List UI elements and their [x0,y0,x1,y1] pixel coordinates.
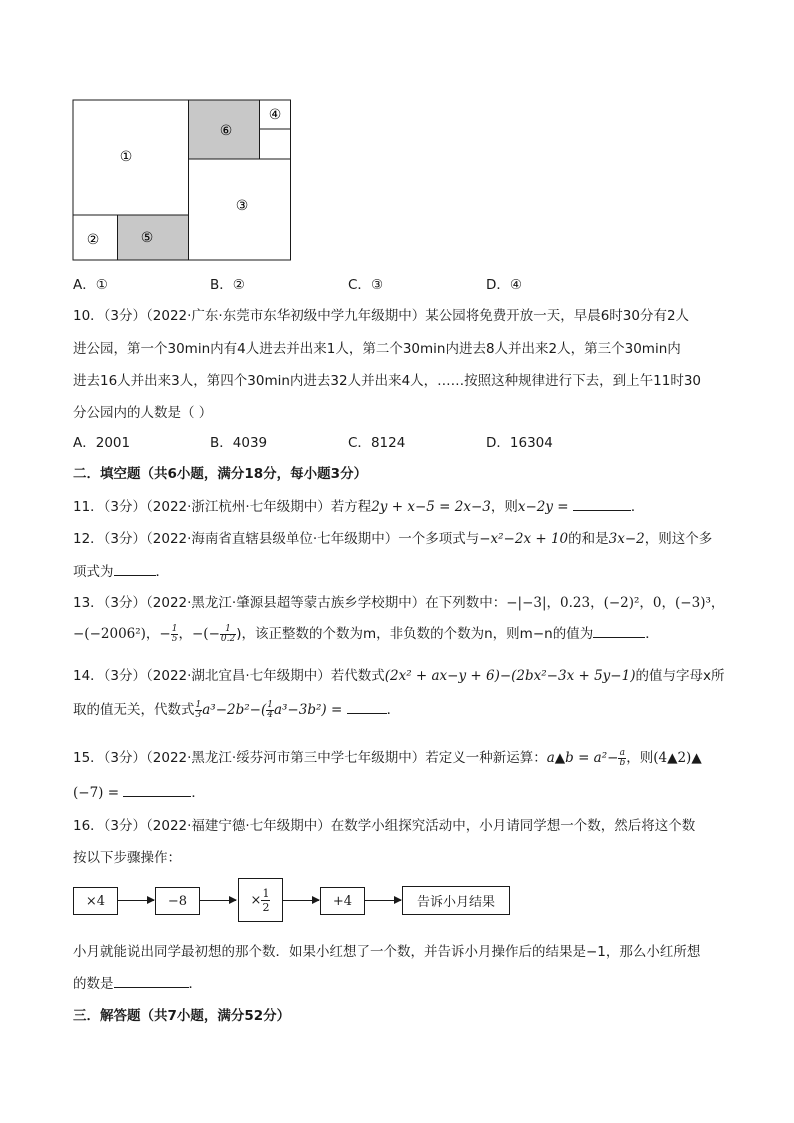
label-3: ③ [235,198,249,214]
q13-fraction-2 [220,625,236,644]
q15-line-1 [73,746,702,768]
step-label: −8 [167,893,188,909]
q16-answer-blank[interactable] [114,973,189,988]
q15-line-2 [73,781,205,801]
q10-line-2: 进公园，第一个30min内有4人进去并出来1人，第二个30min内进去8人并出来2人，第三个30min内 [73,341,681,357]
q12-answer-blank[interactable] [114,561,156,576]
fraction-numerator: a [619,747,626,758]
fraction-denominator: 4 [267,709,273,720]
label-2: ② [86,232,100,248]
section-3-heading: 三．解答题（共7小题，满分52分） [73,1008,291,1024]
fraction-denominator: 3 [195,709,202,720]
q13-prefix: 13．（3分）（2022·黑龙江·肇源县超等蒙古族乡学校期中）在下列数中： [73,595,507,611]
q12-line-1 [73,527,712,547]
q15-definition: a▲b = a²− [546,750,619,766]
q13-numbers-2c: )，该正整数的个数为m，非负数的个数为n，则m−n的值为 [236,626,594,642]
option-letter: C． [348,277,371,293]
label-6: ⑥ [219,123,233,139]
option-text: 8124 [370,435,406,451]
q15-answer-blank[interactable] [123,782,191,797]
q13-answer-blank[interactable] [593,623,645,638]
q11-equation: 2y + x−5 = 2x−3 [371,499,491,515]
q13-numbers-2b: ，−(− [178,626,220,642]
q9-option-b[interactable] [210,273,245,293]
option-text: ② [232,277,245,293]
step-tell-result-box [402,886,510,915]
fraction-denominator: 5 [171,633,178,644]
q14-expr-b: a³−2b²−( [202,702,267,718]
q9-option-d[interactable] [486,273,522,293]
q12-prefix: 12．（3分）（2022·海南省直辖县级单位·七年级期中）一个多项式与 [73,531,480,547]
q10-option-a[interactable] [73,431,130,451]
q11-mid: ，则 [490,499,518,515]
q14-expression: (2x² + ax−y + 6)−(2bx²−3x + 5y−1) [384,668,636,684]
option-letter: C． [348,435,371,451]
q14-expr-c: a³−3b²) = [273,702,343,718]
q13-numbers-2a: −(−2006²)，− [73,626,171,642]
option-letter: B． [210,435,233,451]
q14-line-1 [73,664,724,684]
section-2-heading: 二．填空题（共6小题，满分18分，每小题3分） [73,466,368,482]
q16-line-3: 小月就能说出同学最初想的那个数．如果小红想了一个数，并告诉小月操作后的结果是−1，那么小红所想 [73,944,701,960]
fraction-numerator: 1 [195,699,202,710]
fraction-numerator: 1 [267,699,273,710]
q12-line2-text: 项式为 [73,564,114,580]
step-times-4-box [73,887,118,915]
q9-option-c[interactable] [348,273,383,293]
option-text: ① [95,277,108,293]
option-letter: A． [73,277,96,293]
step-label: ×4 [85,893,106,909]
q11 [73,495,644,515]
q11-prefix: 11．（3分）（2022·浙江杭州·七年级期中）若方程 [73,499,372,515]
q14-fraction-2 [266,701,274,720]
q14-tail: 的值与字母x所 [635,668,725,684]
half-fraction [261,887,270,914]
q16-line4-text: 的数是 [73,976,114,992]
q11-answer-blank[interactable] [573,496,631,511]
option-letter: A． [73,435,96,451]
q13-end: ． [645,626,659,642]
q10-option-b[interactable] [210,431,267,451]
label-5: ⑤ [140,230,154,246]
q16-line-2: 按以下步骤操作： [73,850,181,866]
q11-expression: x−2y = [517,499,569,515]
fraction-numerator: 1 [171,623,178,634]
q13-line-1 [73,591,724,611]
arrow-icon [364,900,401,901]
option-text: ③ [370,277,384,293]
q14-answer-blank[interactable] [347,699,387,714]
fraction-denominator: 0.2 [220,633,236,644]
q10-option-c[interactable] [348,431,405,451]
fraction-denominator: b [619,757,626,768]
q15-tail: ，则(4▲2)▲ [626,750,702,766]
label-4: ④ [268,107,282,123]
q9-option-a[interactable] [73,273,108,293]
step-minus-8-box [155,887,200,915]
q15-end: ． [191,785,205,801]
q15-prefix: 15．（3分）（2022·黑龙江·绥芬河市第三中学七年级期中）若定义一种新运算： [73,750,547,766]
label-1: ① [119,149,133,165]
fraction-denominator: 2 [262,900,270,914]
q10-line-1: 10．（3分）（2022·广东·东莞市东华初级中学九年级期中）某公园将免费开放一天，早晨6时30分有2人 [73,308,690,324]
q16-line-4 [73,972,202,992]
q10-option-d[interactable] [486,431,553,451]
q16-line-1: 16．（3分）（2022·福建宁德·七年级期中）在数学小组探究活动中，小月请同学想一个数，然后将这个数 [73,818,696,834]
q14-prefix: 14．（3分）（2022·湖北宜昌·七年级期中）若代数式 [73,668,385,684]
q10-line-4: 分公园内的人数是（ ） [73,405,213,421]
option-text: 2001 [95,435,131,451]
step-label: +4 [332,893,353,909]
q14-line-2 [73,698,400,720]
q14-line2-text: 取的值无关，代数式 [73,702,195,718]
option-text: 4039 [232,435,268,451]
option-text: 16304 [509,435,553,451]
fraction-numerator: 1 [262,886,270,900]
q16-end: ． [188,976,202,992]
option-text: ④ [509,277,523,293]
step-plus-4-box [320,887,365,915]
arrow-icon [282,900,319,901]
squares-figure [72,99,292,262]
q13-numbers-1: −|−3|，0.23，(−2)²，0，(−3)³， [506,595,725,611]
fraction-numerator: 1 [220,625,236,635]
q10-line-3: 进去16人并出来3人，第四个30min内进去32人并出来4人，……按照这种规律进行下去，到上午11时30 [73,373,702,389]
q14-end: ． [386,702,401,718]
option-letter: B． [210,277,233,293]
q11-end: ． [630,499,645,515]
q13-line-2 [73,622,659,644]
q12-line-2 [73,560,169,580]
step-label: 告诉小月结果 [416,895,495,910]
step-label: × [250,892,262,908]
arrow-icon [117,900,154,901]
q15-line2-text: (−7) = [73,785,120,801]
option-letter: D． [486,435,510,451]
q12-tail: ，则这个多 [644,531,713,547]
q12-end: ． [155,564,169,580]
q12-sum: 3x−2 [608,531,645,547]
q12-mid: 的和是 [568,531,609,547]
step-times-half-box [238,878,283,922]
q12-polynomial: −x²−2x + 10 [479,531,569,547]
arrow-icon [199,900,236,901]
option-letter: D． [486,277,510,293]
